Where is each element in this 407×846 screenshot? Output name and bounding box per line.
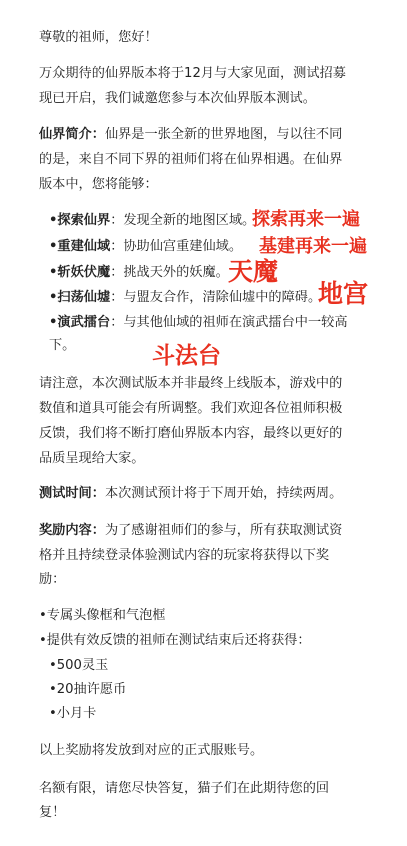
overlay-underground-palace: 地宫 xyxy=(318,279,369,308)
intro-line-2: 现已开启，我们诚邀您参与本次仙界版本测试。 xyxy=(39,91,316,106)
reward-item: •提供有效反馈的祖师在测试结束后还将获得： xyxy=(39,633,311,648)
feature-item-ruins xyxy=(49,288,321,308)
greeting-text: 尊敬的祖师，您好！ xyxy=(39,30,158,45)
summary-line-1 xyxy=(39,125,342,145)
feature-item-explore xyxy=(49,211,255,231)
test-time-text: 本次测试预计将于下周开始，持续两周。 xyxy=(104,486,343,501)
closing-line-2: 复！ xyxy=(39,805,66,820)
overlay-dueling-stage: 斗法台 xyxy=(152,343,221,369)
feature-desc: ：协助仙宫重建仙域。 xyxy=(110,239,243,254)
reward-sub-item: •20抽许愿币 xyxy=(49,682,127,697)
summary-heading: 仙界简介： xyxy=(39,127,105,142)
notice-line-2: 数值和道具可能会有所调整。我们欢迎各位祖师积极 xyxy=(39,401,343,416)
feature-name: •重建仙域 xyxy=(49,239,111,254)
feature-desc: ：挑战天外的妖魔。 xyxy=(110,265,229,280)
rewards-line-3: 励： xyxy=(39,572,66,587)
feature-item-rebuild xyxy=(49,237,242,257)
rewards-text: 为了感谢祖师们的参与，所有获取测试资 xyxy=(104,523,343,538)
summary-text: 仙界是一张全新的世界地图，与以往不同 xyxy=(104,127,343,142)
feature-name: •扫荡仙墟 xyxy=(49,290,111,305)
summary-line-3: 版本中，您将能够： xyxy=(39,177,158,192)
test-time-line xyxy=(39,484,342,504)
feature-name: •演武擂台 xyxy=(49,315,111,330)
feature-name: •斩妖伏魔 xyxy=(49,265,111,280)
summary-line-2: 的是，来自不同下界的祖师们将在仙界相遇。在仙界 xyxy=(39,152,343,167)
reward-sub-item: •500灵玉 xyxy=(49,658,109,673)
feature-item-arena xyxy=(49,313,348,333)
feature-desc: ：发现全新的地图区域。 xyxy=(110,213,256,228)
reward-item: •专属头像框和气泡框 xyxy=(39,608,166,623)
feature-item-arena-tail: 下。 xyxy=(49,338,76,353)
notice-line-1: 请注意，本次测试版本并非最终上线版本，游戏中的 xyxy=(39,376,343,391)
notice-line-4: 品质呈现给大家。 xyxy=(39,451,145,466)
rewards-heading: 奖励内容： xyxy=(39,523,105,538)
feature-desc: ：与其他仙域的祖师在演武擂台中一较高 xyxy=(110,315,348,330)
intro-line-1: 万众期待的仙界版本将于12月与大家见面，测试招募 xyxy=(39,66,346,81)
reward-sub-item: •小月卡 xyxy=(49,706,97,721)
distribution-text: 以上奖励将发放到对应的正式服账号。 xyxy=(39,743,264,758)
feature-desc: ：与盟友合作，清除仙墟中的障碍。 xyxy=(110,290,322,305)
closing-line-1: 名额有限，请您尽快答复，猫子们在此期待您的回 xyxy=(39,781,330,796)
feature-name: •探索仙界 xyxy=(49,213,111,228)
overlay-rebuild-again: 基建再来一遍 xyxy=(259,236,367,257)
test-time-heading: 测试时间： xyxy=(39,486,105,501)
feature-item-demon xyxy=(49,263,229,283)
rewards-line-1 xyxy=(39,521,342,541)
rewards-line-2: 格并且持续登录体验测试内容的玩家将获得以下奖 xyxy=(39,548,330,563)
overlay-explore-again: 探索再来一遍 xyxy=(252,209,360,230)
notice-line-3: 反馈，我们将不断打磨仙界版本内容，最终以更好的 xyxy=(39,426,343,441)
overlay-heavenly-demon: 天魔 xyxy=(228,257,279,286)
